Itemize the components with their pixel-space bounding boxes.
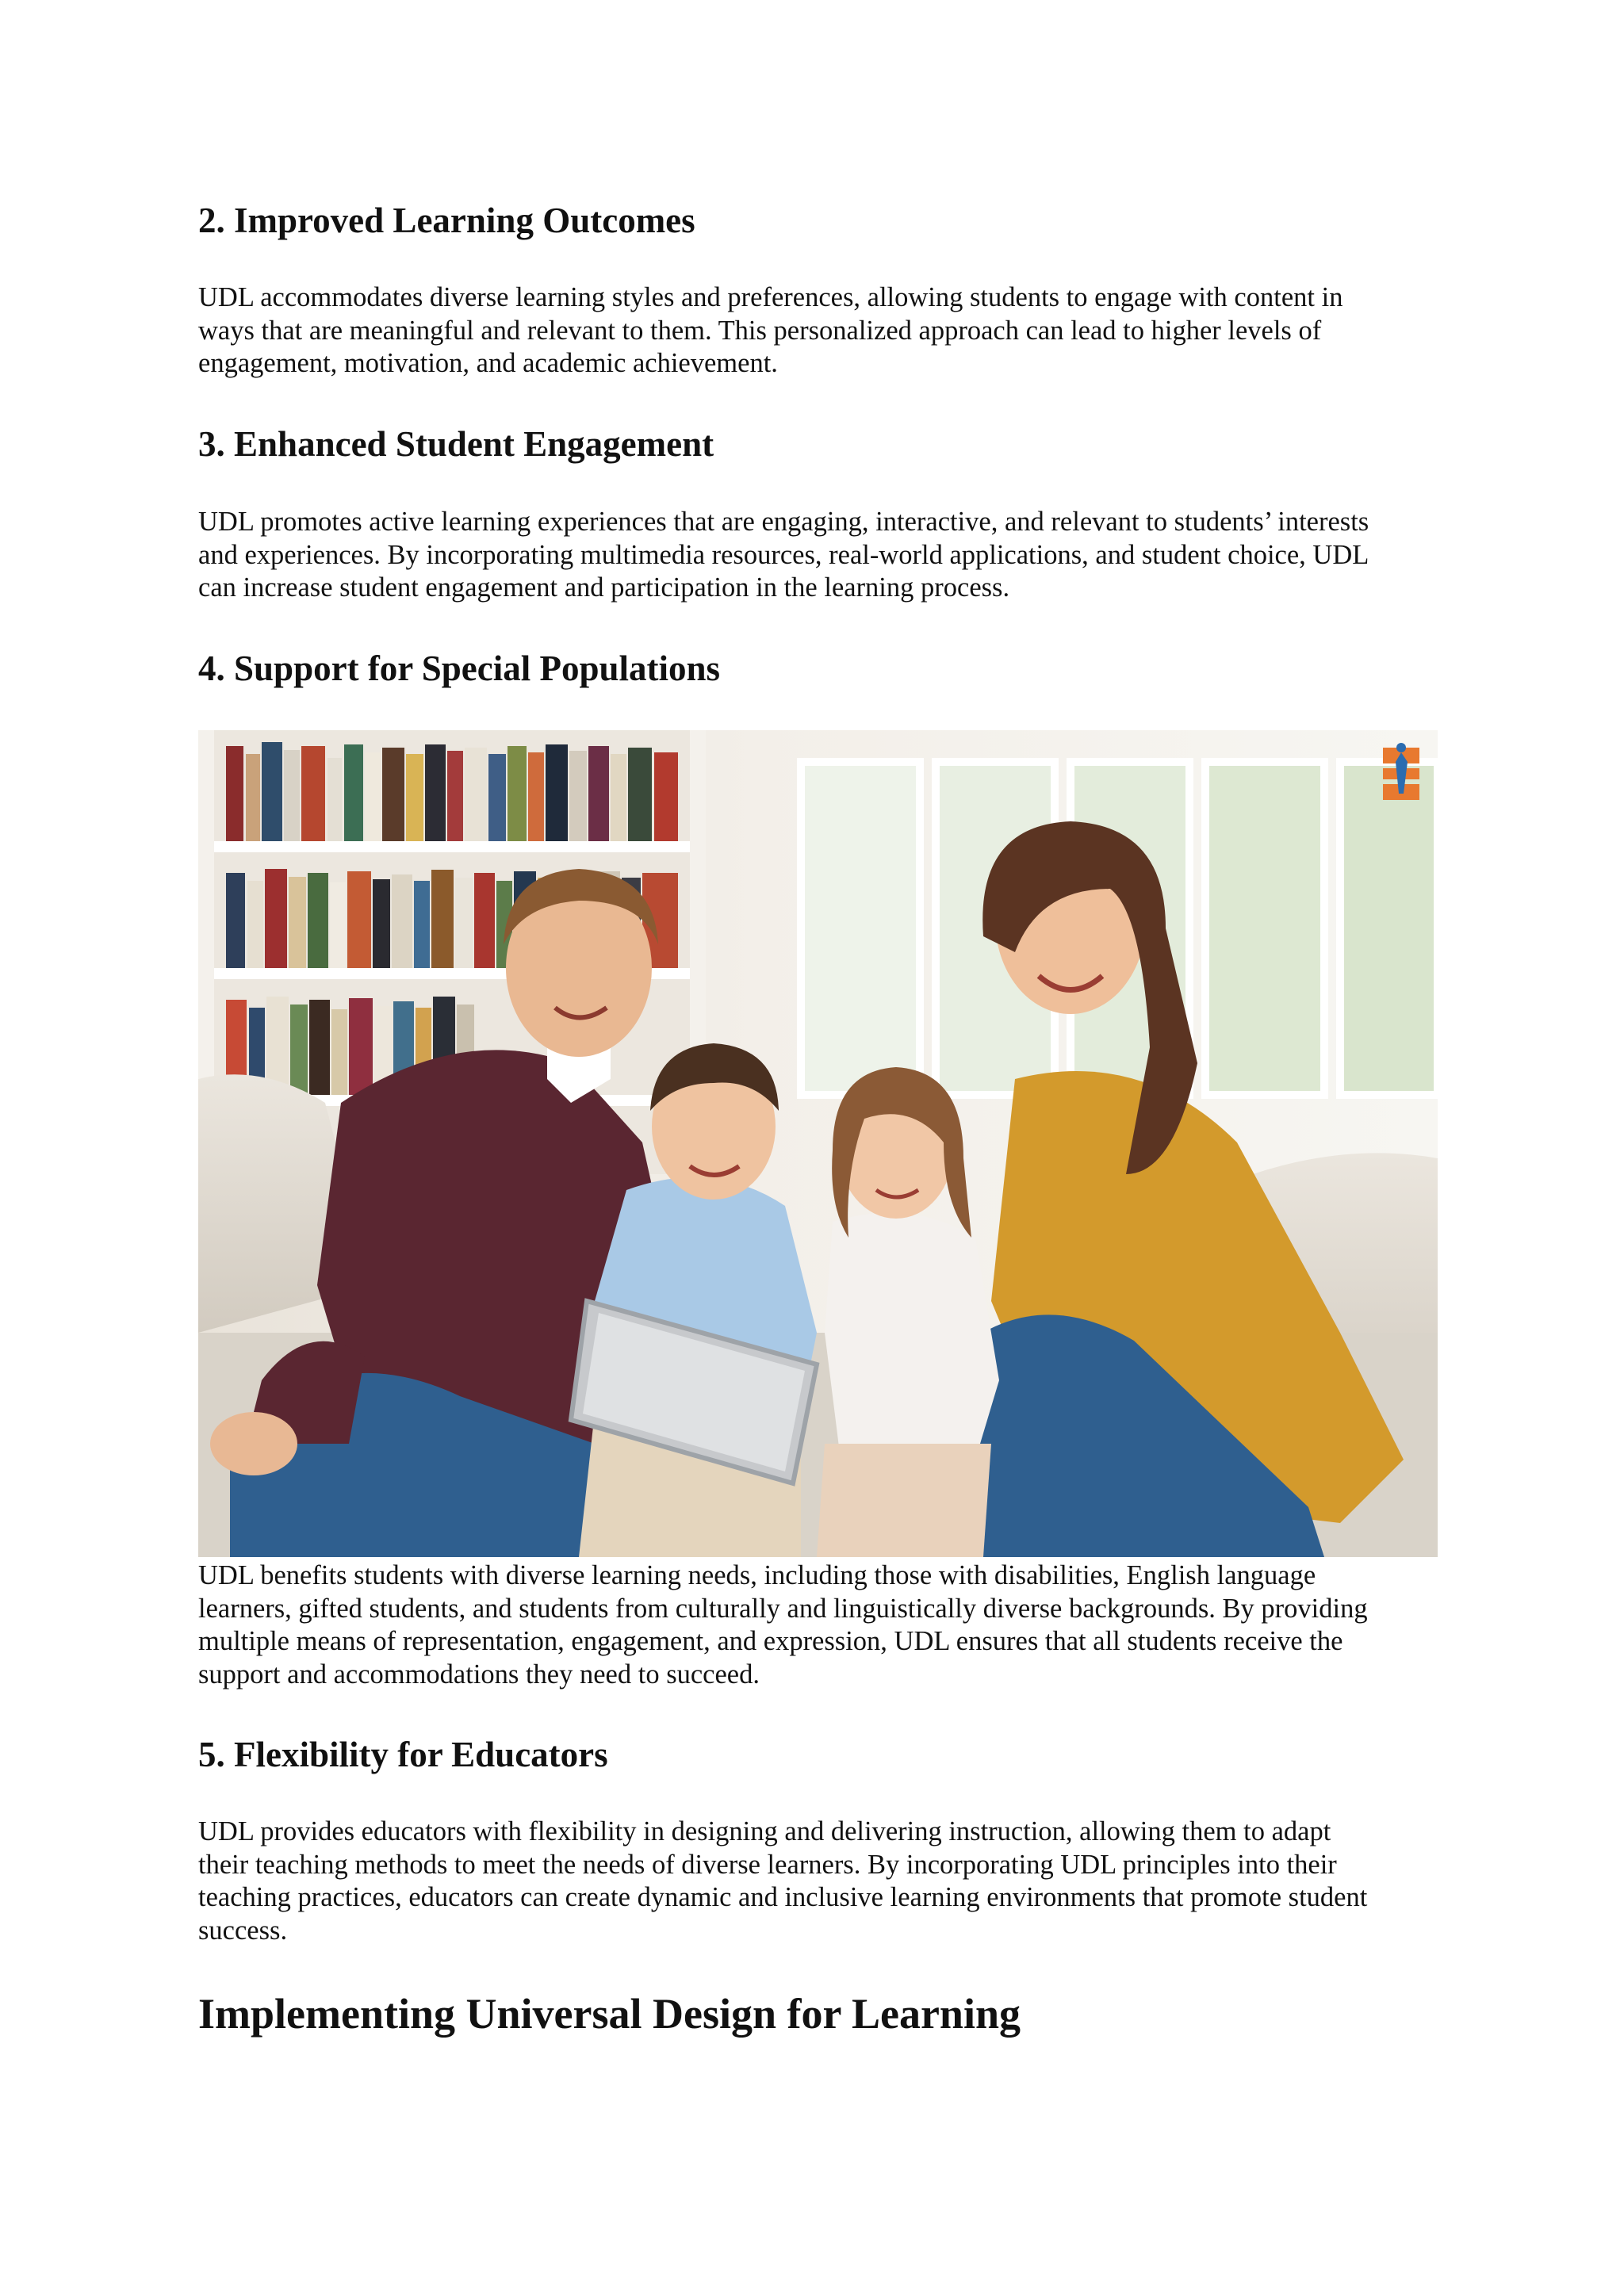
paragraph-line: engagement, motivation, and academic achievement. bbox=[198, 348, 778, 378]
paragraph-line: ways that are meaningful and relevant to them. This personalized approach can lead to higher levels of bbox=[198, 315, 1322, 346]
section-paragraph-support-special-populations bbox=[198, 1559, 1451, 1691]
section-paragraph-improved-learning-outcomes bbox=[198, 281, 1451, 381]
paragraph-line: support and accommodations they need to succeed. bbox=[198, 1659, 760, 1689]
paragraph-line: can increase student engagement and participation in the learning process. bbox=[198, 572, 1010, 603]
paragraph-line: UDL accommodates diverse learning styles and preferences, allowing students to engage with content in bbox=[198, 282, 1343, 312]
paragraph-line: and experiences. By incorporating multimedia resources, real-world applications, and student choice, UDL bbox=[198, 539, 1369, 570]
section-heading-support-special-populations: 4. Support for Special Populations bbox=[198, 649, 721, 688]
brand-logo bbox=[1383, 743, 1419, 800]
section-heading-improved-learning-outcomes: 2. Improved Learning Outcomes bbox=[198, 201, 695, 240]
paragraph-line: success. bbox=[198, 1915, 288, 1946]
section-heading-flexibility-for-educators: 5. Flexibility for Educators bbox=[198, 1735, 608, 1774]
paragraph-line: UDL promotes active learning experiences that are engaging, interactive, and relevant to students’ interests bbox=[198, 507, 1369, 537]
section-heading-implementing-udl: Implementing Universal Design for Learning bbox=[198, 1990, 1021, 2038]
family-tablet-photo bbox=[198, 730, 1438, 1557]
paragraph-line: their teaching methods to meet the needs of diverse learners. By incorporating UDL principles into their bbox=[198, 1849, 1337, 1880]
paragraph-line: teaching practices, educators can create dynamic and inclusive learning environments that promote student bbox=[198, 1882, 1368, 1912]
section-heading-enhanced-student-engagement: 3. Enhanced Student Engagement bbox=[198, 424, 714, 464]
section-paragraph-flexibility-for-educators bbox=[198, 1816, 1451, 1947]
paragraph-line: UDL provides educators with flexibility in designing and delivering instruction, allowing them to adapt bbox=[198, 1816, 1331, 1846]
section-paragraph-enhanced-student-engagement bbox=[198, 506, 1451, 605]
paragraph-line: multiple means of representation, engagement, and expression, UDL ensures that all students receive the bbox=[198, 1626, 1343, 1656]
paragraph-line: learners, gifted students, and students from culturally and linguistically diverse backgrounds. By providing bbox=[198, 1593, 1368, 1624]
paragraph-line: UDL benefits students with diverse learning needs, including those with disabilities, English language bbox=[198, 1560, 1316, 1590]
